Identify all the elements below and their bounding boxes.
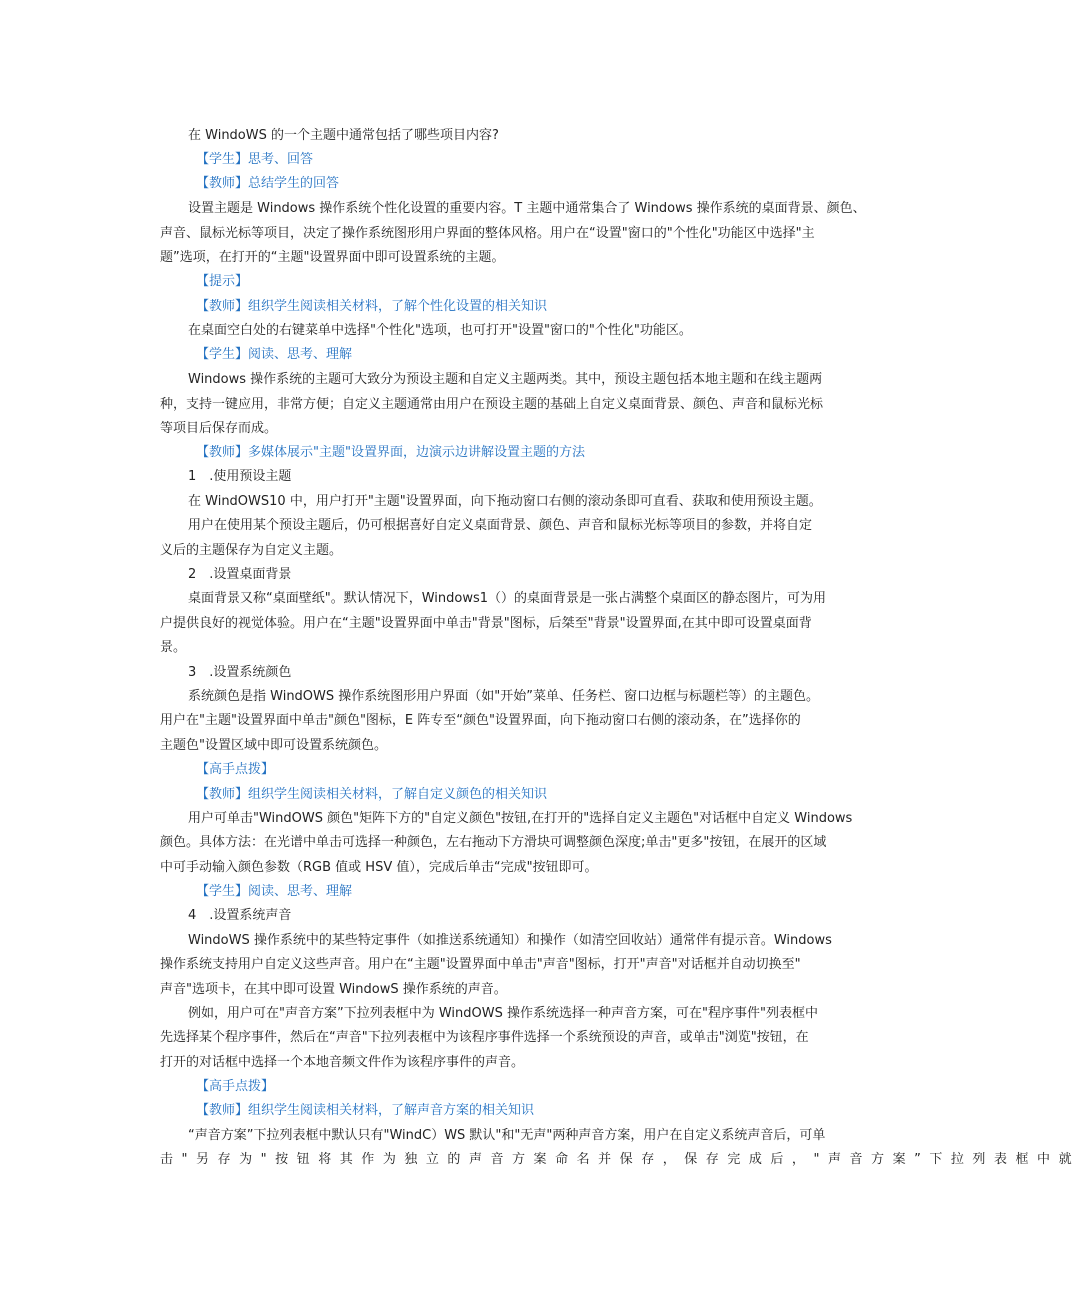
paragraph-line: 种，支持一键应用，非常方便；自定义主题通常由用户在预设主题的基础上自定义桌面背景、颜色、声音和鼠标光标 (160, 397, 824, 412)
paragraph-line: 在 WindOWS10 中，用户打开"主题"设置界面，向下拖动窗口右侧的滚动条即可直看、获取和使用预设主题。 (188, 494, 822, 509)
paragraph-line: WindoWS 操作系统中的某些特定事件（如推送系统通知）和操作（如清空回收站）通常伴有提示音。Windows (188, 933, 832, 948)
tag-expert-tip: 【高手点拨】 (196, 1079, 275, 1094)
tag-teacher-demo: 【教师】多媒体展示"主题"设置界面，边演示边讲解设置主题的方法 (196, 445, 585, 460)
paragraph-line: 声音、鼠标光标等项目，决定了操作系统图形用户界面的整体风格。用户在“设置"窗口的"个性化"功能区中选择"主 (160, 226, 815, 241)
paragraph-line: 户提供良好的视觉体验。用户在“主题"设置界面中单击"背景"图标，后桀至"背景"设置界面,在其中即可设置桌面背 (160, 616, 812, 631)
paragraph-line: 系统颜色是指 WindOWS 操作系统图形用户界面（如"开始”菜单、任务栏、窗口边框与标题栏等）的主题色。 (188, 689, 819, 704)
paragraph-line: 题”选项，在打开的“主题"设置界面中即可设置系统的主题。 (160, 250, 505, 265)
paragraph-line: 主题色"设置区域中即可设置系统颜色。 (160, 738, 387, 753)
paragraph-line: 声音"选项卡，在其中即可设置 WindowS 操作系统的声音。 (160, 982, 507, 997)
tag-student-read: 【学生】阅读、思考、理解 (196, 884, 353, 899)
section-heading-3: 3 .设置系统颜色 (188, 665, 292, 680)
paragraph-line: “声音方案”下拉列表框中默认只有"WindC）WS 默认"和"无声"两种声音方案，用户在自定义系统声音后，可单 (188, 1128, 826, 1143)
paragraph-line: Windows 操作系统的主题可大致分为预设主题和自定义主题两类。其中，预设主题包括本地主题和在线主题两 (188, 372, 823, 387)
paragraph-line: 在桌面空白处的右键菜单中选择"个性化"选项，也可打开"设置"窗口的"个性化"功能区。 (188, 323, 692, 338)
section-heading-2: 2 .设置桌面背景 (188, 567, 292, 582)
paragraph-line: 景。 (160, 640, 187, 655)
tag-student-think: 【学生】思考、回答 (196, 152, 314, 167)
paragraph-line: 中可手动输入颜色参数（RGB 值或 HSV 值），完成后单击“完成"按钮即可。 (160, 860, 598, 875)
paragraph-line: 击 " 另 存 为 " 按 钮 将 其 作 为 独 立 的 声 音 方 案 命 名 并 保 存 ， 保 存 完 成 后 ， " 声 音 方 案 ” 下 拉 列 表 框 中 就 (160, 1152, 1074, 1167)
paragraph-line: 义后的主题保存为自定义主题。 (160, 543, 343, 558)
tag-teacher-reading: 【教师】组织学生阅读相关材料，了解声音方案的相关知识 (196, 1103, 535, 1118)
tag-expert-tip: 【高手点拨】 (196, 762, 275, 777)
section-heading-1: 1 .使用预设主题 (188, 469, 292, 484)
tag-teacher-reading: 【教师】组织学生阅读相关材料，了解个性化设置的相关知识 (196, 299, 548, 314)
paragraph-line: 用户在使用某个预设主题后，仍可根据喜好自定义桌面背景、颜色、声音和鼠标光标等项目的参数，并将自定 (188, 518, 813, 533)
tag-tip: 【提示】 (196, 274, 249, 289)
paragraph-line: 先选择某个程序事件，然后在“声音"下拉列表框中为该程序事件选择一个系统预设的声音，或单击"浏览"按钮，在 (160, 1030, 809, 1045)
paragraph-line: 操作系统支持用户自定义这些声音。用户在“主题"设置界面中单击"声音"图标，打开"声音"对话框并自动切换至" (160, 957, 801, 972)
question-line: 在 WindoWS 的一个主题中通常包括了哪些项目内容? (188, 128, 499, 143)
paragraph-line: 打开的对话框中选择一个本地音频文件作为该程序事件的声音。 (160, 1055, 525, 1070)
section-heading-4: 4 .设置系统声音 (188, 908, 292, 923)
tag-teacher-summary: 【教师】总结学生的回答 (196, 176, 340, 191)
paragraph-line: 等项目后保存而成。 (160, 421, 278, 436)
paragraph-line: 用户可单击"WindOWS 颜色"矩阵下方的"自定义颜色"按钮,在打开的"选择自定义主题色"对话框中自定义 Windows (188, 811, 853, 826)
tag-student-read: 【学生】阅读、思考、理解 (196, 347, 353, 362)
paragraph-line: 设置主题是 Windows 操作系统个性化设置的重要内容。T 主题中通常集合了 Windows 操作系统的桌面背景、颜色、 (188, 201, 866, 216)
paragraph-line: 颜色。具体方法：在光谱中单击可选择一种颜色，左右拖动下方滑块可调整颜色深度;单击"更多"按钮，在展开的区域 (160, 835, 827, 850)
paragraph-line: 例如，用户可在"声音方案”下拉列表框中为 WindOWS 操作系统选择一种声音方案，可在"程序事件"列表框中 (188, 1006, 818, 1021)
paragraph-line: 桌面背景又称“桌面壁纸"。默认情况下，Windows1（）的桌面背景是一张占满整个桌面区的静态图片，可为用 (188, 591, 827, 606)
paragraph-line: 用户在"主题"设置界面中单击"颜色"图标，E 阵专至“颜色"设置界面，向下拖动窗口右侧的滚动条，在”选择你的 (160, 713, 801, 728)
tag-teacher-reading: 【教师】组织学生阅读相关材料，了解自定义颜色的相关知识 (196, 787, 548, 802)
